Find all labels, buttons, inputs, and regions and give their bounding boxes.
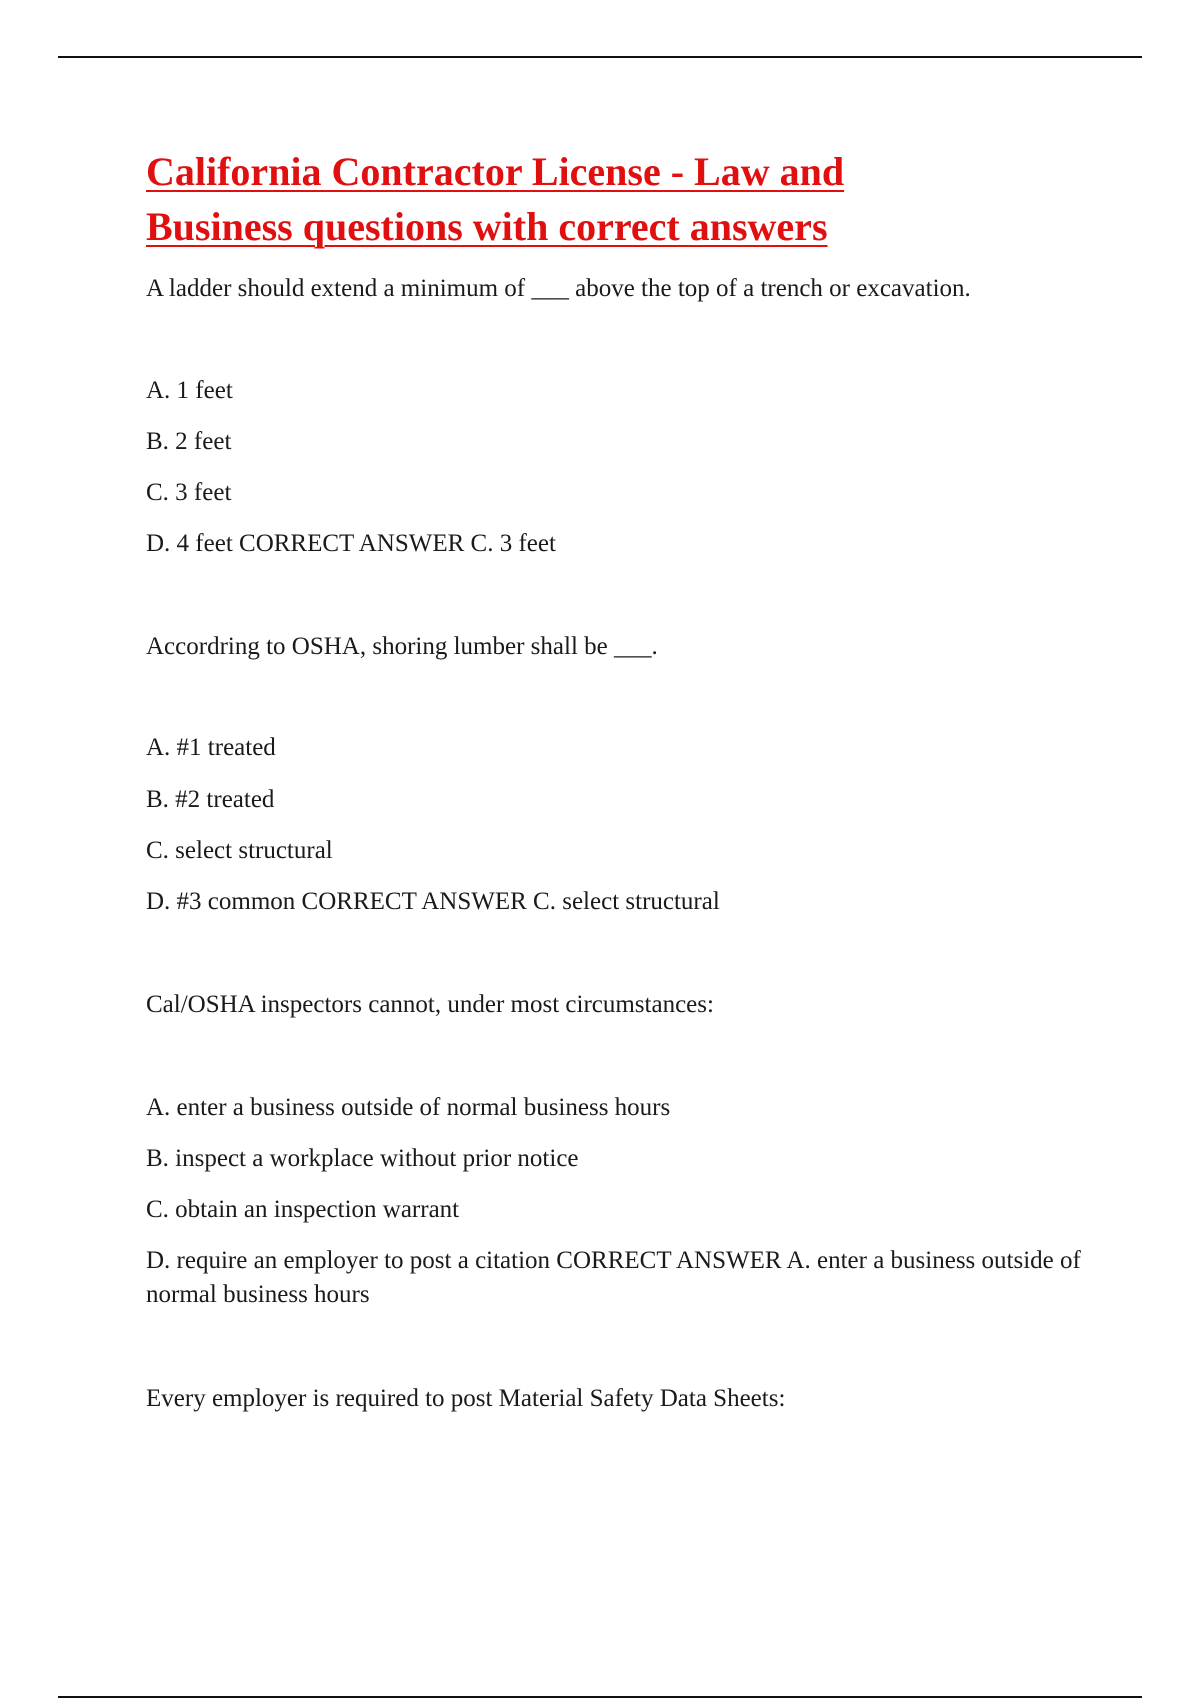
question-2-option-b: B. #2 treated bbox=[146, 786, 275, 813]
question-1-option-a: A. 1 feet bbox=[146, 377, 233, 404]
question-1-prompt: A ladder should extend a minimum of ___ above the top of a trench or excavation. bbox=[146, 275, 971, 302]
question-2-option-a: A. #1 treated bbox=[146, 734, 276, 761]
question-3-prompt: Cal/OSHA inspectors cannot, under most circumstances: bbox=[146, 991, 714, 1018]
question-4-prompt: Every employer is required to post Material Safety Data Sheets: bbox=[146, 1385, 786, 1412]
footer-rule bbox=[58, 1696, 1142, 1698]
question-3-option-b: B. inspect a workplace without prior notice bbox=[146, 1145, 579, 1172]
question-3-option-d-answer: D. require an employer to post a citation CORRECT ANSWER A. enter a business outside of normal business hours bbox=[146, 1247, 1081, 1308]
document-title-line-1: California Contractor License - Law and bbox=[146, 149, 845, 194]
question-3-option-c: C. obtain an inspection warrant bbox=[146, 1196, 460, 1223]
document-title-line-2: Business questions with correct answers bbox=[146, 204, 828, 249]
question-1-option-c: C. 3 feet bbox=[146, 479, 232, 506]
question-3-option-a: A. enter a business outside of normal business hours bbox=[146, 1094, 671, 1121]
question-1-option-b: B. 2 feet bbox=[146, 428, 232, 455]
question-2-option-d-answer: D. #3 common CORRECT ANSWER C. select structural bbox=[146, 888, 720, 915]
question-1-option-d-answer: D. 4 feet CORRECT ANSWER C. 3 feet bbox=[146, 530, 556, 557]
question-2-prompt: Accordring to OSHA, shoring lumber shall be ___. bbox=[146, 633, 658, 660]
question-2-option-c: C. select structural bbox=[146, 837, 333, 864]
